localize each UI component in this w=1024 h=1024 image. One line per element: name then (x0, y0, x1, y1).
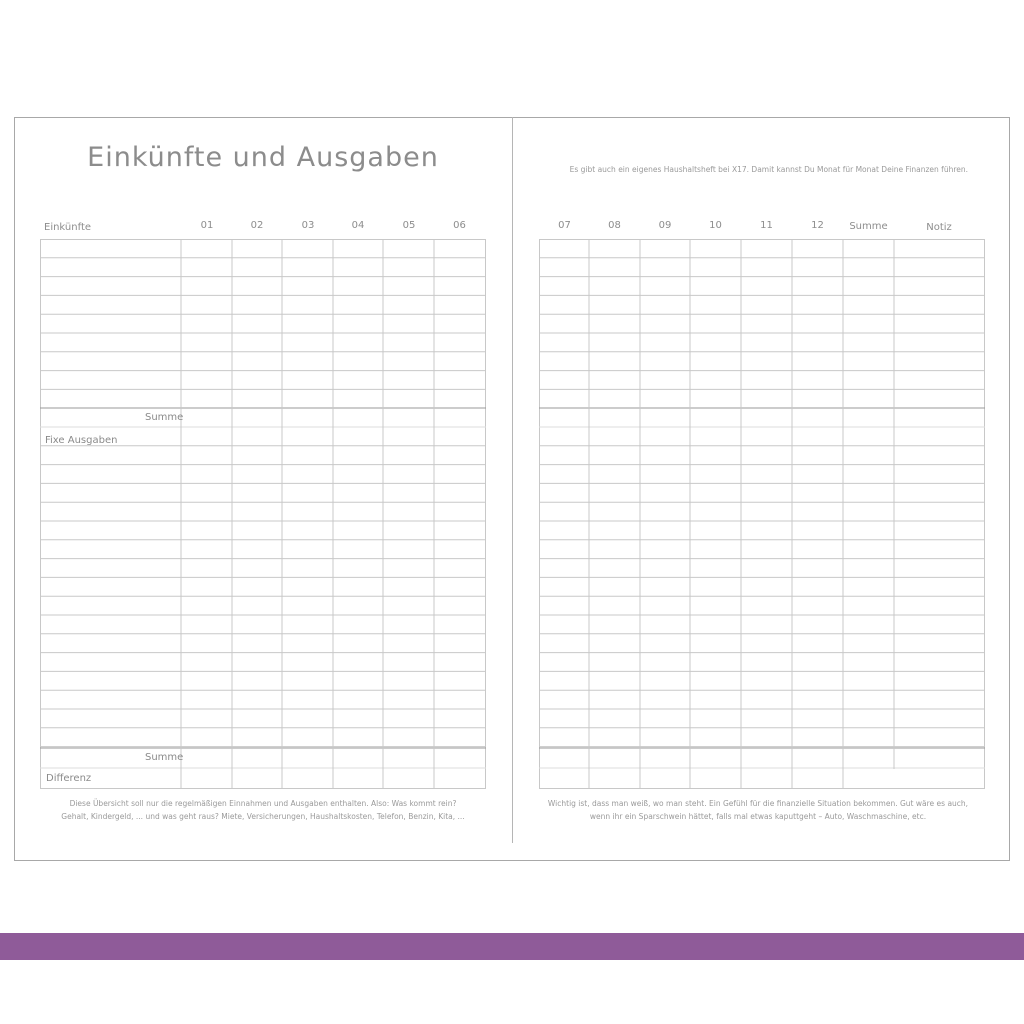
month-header-09: 09 (658, 220, 672, 231)
month-header-02: 02 (250, 220, 264, 231)
left-caption-line-1: Diese Übersicht soll nur die regelmäßigen Einnahmen und Ausgaben enthalten. Also: Was kommt rein? (69, 799, 457, 808)
fixed-expenses-label: Fixe Ausgaben (45, 435, 118, 446)
month-header-07: 07 (558, 220, 571, 231)
table-border (540, 240, 985, 789)
right-caption-line-1: Wichtig ist, dass man weiß, wo man steht. Ein Gefühl für die finanzielle Situation bekommen. Gut wäre es auch, (547, 799, 969, 808)
difference-label: Differenz (46, 773, 92, 784)
month-header-08: 08 (608, 220, 621, 231)
expenses-sum-label: Summe (145, 752, 184, 763)
page-gutter (512, 117, 513, 843)
income-header: Einkünfte (44, 222, 92, 233)
month-header-01: 01 (200, 220, 214, 231)
sum-column-header: Summe (849, 221, 888, 232)
table-border (41, 240, 486, 789)
month-header-05: 05 (402, 220, 416, 231)
accent-bar (0, 933, 1024, 960)
month-header-04: 04 (351, 220, 365, 231)
top-note: Es gibt auch ein eigenes Haushaltsheft bei X17. Damit kannst Du Monat für Monat Deine Finanzen führen. (569, 165, 968, 174)
note-column-header: Notiz (926, 222, 952, 233)
income-sum-label: Summe (145, 412, 184, 423)
month-header-06: 06 (453, 220, 466, 231)
month-header-10: 10 (709, 220, 722, 231)
page-title: Einkünfte und Ausgaben (87, 142, 439, 173)
month-header-03: 03 (301, 220, 315, 231)
income-expense-table-left (40, 239, 486, 789)
income-expense-table-right (539, 239, 985, 789)
month-header-12: 12 (811, 220, 824, 231)
month-header-11: 11 (760, 220, 773, 231)
right-caption-line-2: wenn ihr ein Sparschwein hättet, falls mal etwas kaputtgeht – Auto, Waschmaschine, etc. (589, 812, 927, 821)
left-caption-line-2: Gehalt, Kindergeld, ... und was geht raus? Miete, Versicherungen, Haushaltskosten, Telefon, Benzin, Kita, ... (61, 812, 465, 821)
